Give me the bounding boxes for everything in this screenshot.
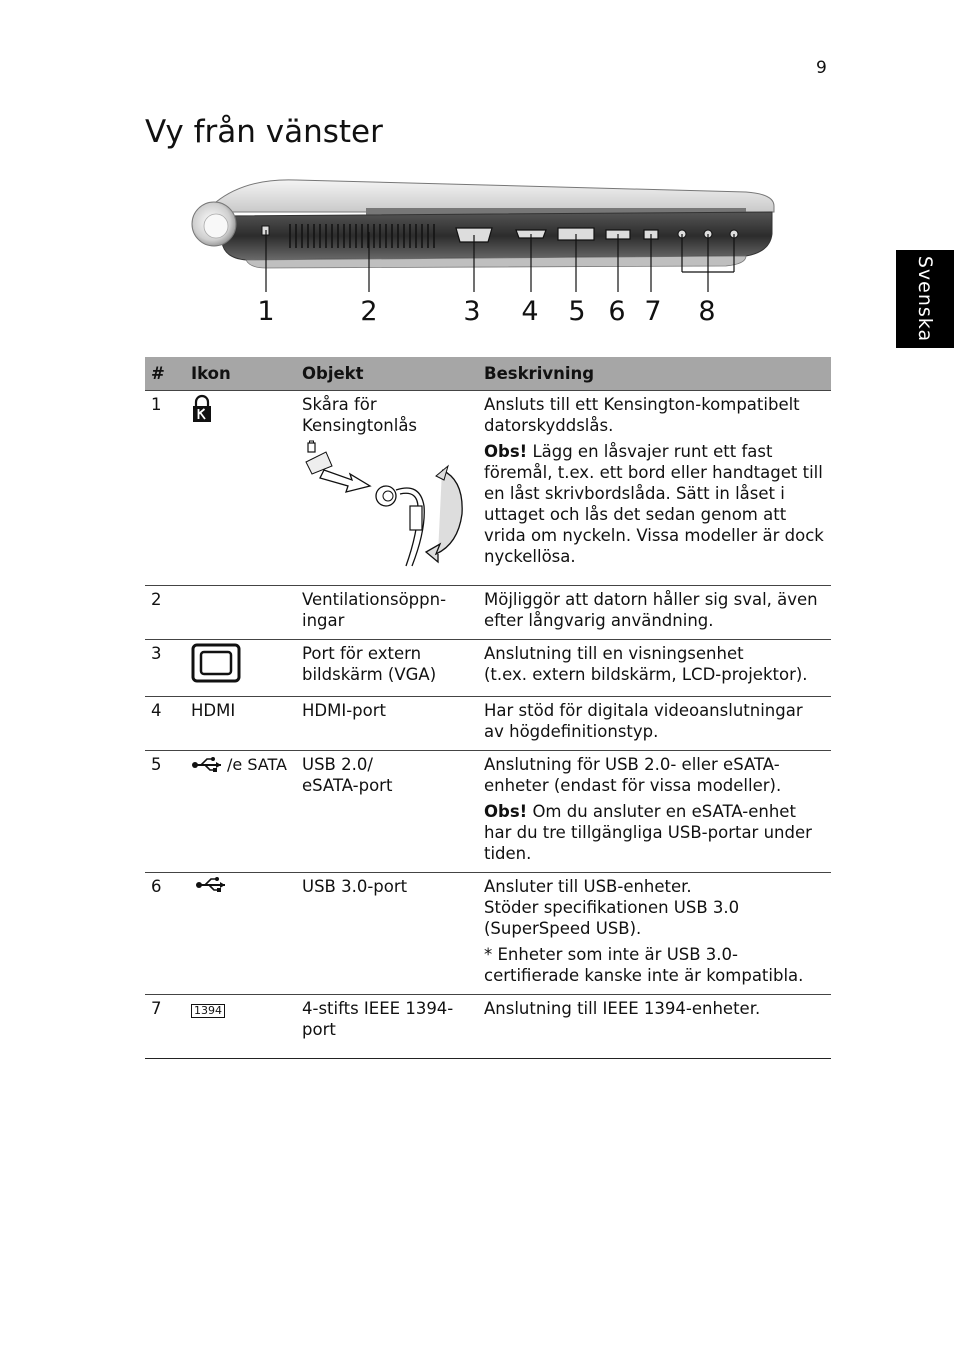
callout-3: 3: [463, 296, 481, 327]
callout-8: 8: [698, 296, 716, 327]
row-description-line: Stöder specifikationen USB 3.0 (SuperSpeed USB).: [484, 898, 740, 938]
row-description-cell: [478, 751, 831, 873]
header-object: Objekt: [296, 357, 478, 391]
row-description-line: (t.ex. extern bildskärm, LCD-projektor).: [484, 665, 808, 684]
ieee1394-icon: 1394: [191, 1004, 225, 1018]
note-label: Obs!: [484, 802, 528, 821]
row-num: 6: [145, 873, 185, 995]
table-row: [145, 391, 831, 586]
table-row: [145, 640, 831, 697]
row-num: 1: [145, 391, 185, 586]
esata-label: /e SATA: [227, 755, 287, 774]
row-object-line: USB 2.0/: [302, 755, 373, 774]
table-row: [145, 995, 831, 1059]
row-object-cell: [296, 391, 478, 586]
hdmi-icon-text: HDMI: [185, 697, 296, 751]
row-num: 7: [145, 995, 185, 1059]
page-title: Vy från vänster: [145, 114, 383, 150]
table-row: [145, 751, 831, 873]
row-description-cell: [478, 640, 831, 697]
row-description: Anslutning för USB 2.0- eller eSATA-enheter (endast för vissa modeller).: [484, 755, 782, 795]
note-label: Obs!: [484, 442, 528, 461]
row-object: Ventilationsöppn-ingar: [296, 586, 478, 640]
row-icon-cell: [185, 751, 296, 873]
row-object: Skåra för Kensingtonlås: [302, 395, 418, 435]
row-description: Har stöd för digitala videoanslutningar av högdefinitionstyp.: [478, 697, 831, 751]
row-num: 5: [145, 751, 185, 873]
kensington-lock-icon: [191, 394, 213, 424]
row-description-cell: [478, 873, 831, 995]
callout-4: 4: [521, 296, 539, 327]
row-object: Port för extern bildskärm (VGA): [296, 640, 478, 697]
header-description: Beskrivning: [478, 357, 831, 391]
note-text: Lägg en låsvajer runt ett fast föremål, t.ex. ett bord eller handtaget till en låst skrivbordslåda. Sätt in låset i uttaget och lås det sedan genom att vrida om nyckeln. Vissa modeller är dock nyckellösa.: [484, 442, 824, 566]
row-icon-cell: [185, 586, 296, 640]
row-note: [484, 441, 825, 567]
usb-icon: [191, 876, 233, 894]
row-description-line: Ansluter till USB-enheter.: [484, 877, 692, 896]
row-note: [484, 801, 825, 864]
row-icon-cell: [185, 873, 296, 995]
ports-table: [145, 357, 831, 1059]
row-object: 4-stifts IEEE 1394-port: [296, 995, 478, 1059]
table-header-row: [145, 357, 831, 391]
table-row: [145, 697, 831, 751]
row-icon-cell: [185, 640, 296, 697]
callout-7: 7: [644, 296, 662, 327]
row-object: USB 3.0-port: [296, 873, 478, 995]
language-tab-label: Svenska: [914, 255, 936, 343]
row-object: HDMI-port: [296, 697, 478, 751]
row-description: Möjliggör att datorn håller sig sval, även efter långvarig användning.: [478, 586, 831, 640]
row-num: 2: [145, 586, 185, 640]
note-text: Om du ansluter en eSATA-enhet har du tre tillgängliga USB-portar under tiden.: [484, 802, 812, 863]
row-object-line: eSATA-port: [302, 776, 393, 795]
callout-1: 1: [257, 296, 275, 327]
row-description-line: Anslutning till en visningsenhet: [484, 644, 744, 663]
row-icon-cell: [185, 995, 296, 1059]
row-description: Anslutning till IEEE 1394-enheter.: [478, 995, 831, 1059]
header-num: #: [145, 357, 185, 391]
row-description: [484, 876, 825, 939]
vga-monitor-icon: [191, 643, 241, 683]
language-tab: [896, 250, 954, 348]
usb-esata-icon: [191, 754, 287, 775]
callout-6: 6: [608, 296, 626, 327]
row-object-cell: [296, 751, 478, 873]
table-row: [145, 586, 831, 640]
table-row: [145, 873, 831, 995]
laptop-left-side-illustration: [186, 172, 786, 330]
row-icon-cell: [185, 391, 296, 586]
row-description: Ansluts till ett Kensington-kompatibelt datorskyddslås.: [484, 395, 800, 435]
row-num: 4: [145, 697, 185, 751]
row-description-cell: [478, 391, 831, 586]
usb-icon: [191, 756, 225, 774]
callout-2: 2: [360, 296, 378, 327]
header-icon: Ikon: [185, 357, 296, 391]
callout-5: 5: [568, 296, 586, 327]
lock-cable-illustration: [302, 440, 472, 572]
row-footnote: * Enheter som inte är USB 3.0-certifierade kanske inte är kompatibla.: [484, 945, 804, 985]
page-number: 9: [816, 58, 827, 78]
row-num: 3: [145, 640, 185, 697]
